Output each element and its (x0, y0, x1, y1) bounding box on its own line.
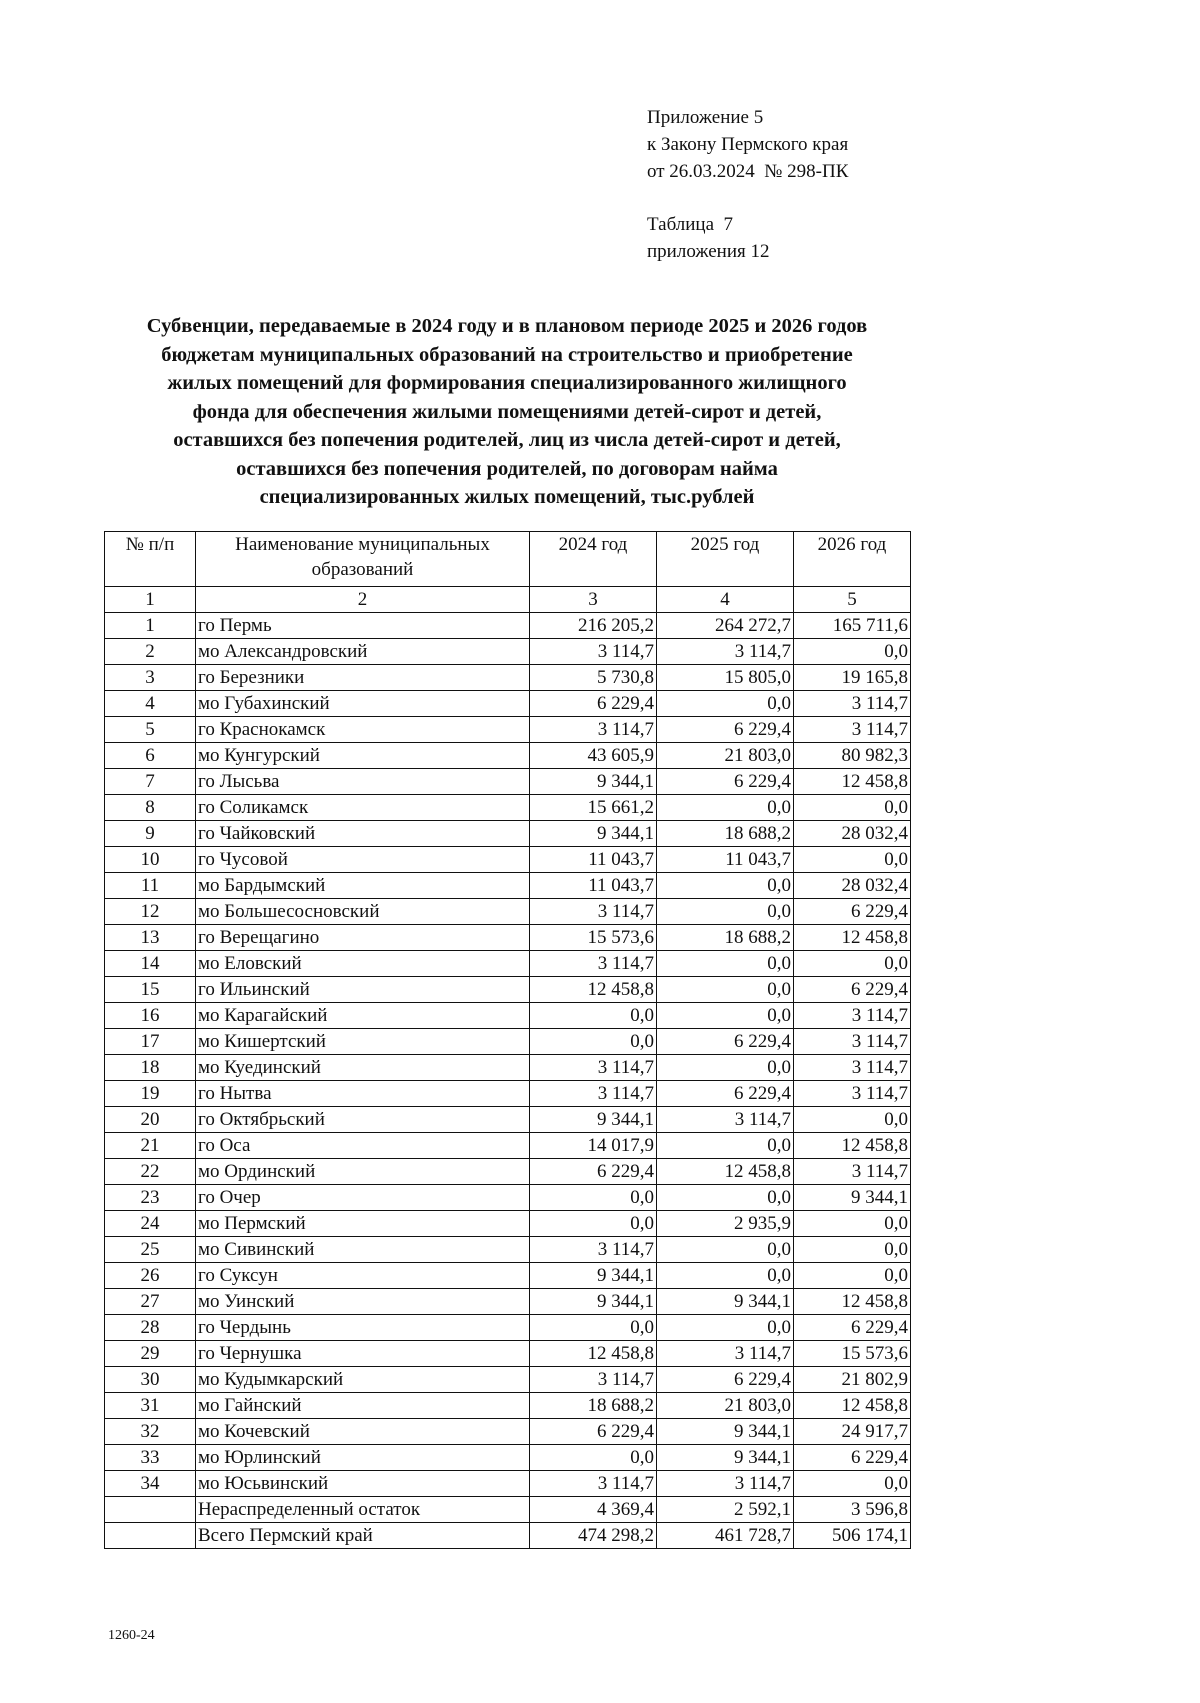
value-2024-cell: 15 573,6 (530, 925, 657, 951)
municipality-name-cell: го Краснокамск (196, 717, 530, 743)
municipality-name-cell: мо Александровский (196, 639, 530, 665)
annex-reference (647, 104, 848, 185)
row-number-cell: 20 (105, 1107, 196, 1133)
municipality-name-cell: го Березники (196, 665, 530, 691)
title-line: фонда для обеспечения жилыми помещениями детей-сирот и детей, (192, 400, 822, 423)
table-row (105, 977, 911, 1003)
table-row (105, 1263, 911, 1289)
municipality-name-cell: Всего Пермский край (196, 1523, 530, 1549)
title-line: Субвенции, передаваемые в 2024 году и в плановом периоде 2025 и 2026 годов (146, 315, 868, 337)
value-2026-cell: 12 458,8 (794, 1289, 911, 1315)
table-row (105, 795, 911, 821)
row-number-cell: 12 (105, 899, 196, 925)
value-2025-cell: 0,0 (657, 691, 794, 717)
table-row (105, 691, 911, 717)
table-body (105, 613, 911, 1549)
value-2026-cell: 3 114,7 (794, 1055, 911, 1081)
value-2025-cell: 0,0 (657, 977, 794, 1003)
table-row (105, 1159, 911, 1185)
value-2026-cell: 0,0 (794, 1237, 911, 1263)
row-number-cell: 28 (105, 1315, 196, 1341)
column-number-cell: 2 (196, 587, 530, 613)
value-2024-cell: 12 458,8 (530, 1341, 657, 1367)
table-row (105, 743, 911, 769)
document-code: 1260-24 (108, 1628, 155, 1643)
row-number-cell: 33 (105, 1445, 196, 1471)
table-row (105, 1211, 911, 1237)
column-number-cell: 4 (657, 587, 794, 613)
table-row (105, 1237, 911, 1263)
municipality-name-cell: мо Кунгурский (196, 743, 530, 769)
municipality-name-cell: го Соликамск (196, 795, 530, 821)
municipality-name-cell: мо Большесосновский (196, 899, 530, 925)
header-cell-2024: 2024 год (530, 532, 657, 587)
table-reference (647, 211, 769, 265)
value-2024-cell: 6 229,4 (530, 1419, 657, 1445)
value-2026-cell: 0,0 (794, 1107, 911, 1133)
row-number-cell: 29 (105, 1341, 196, 1367)
value-2024-cell: 3 114,7 (530, 1055, 657, 1081)
annex-line: к Закону Пермского края (647, 134, 849, 155)
value-2025-cell: 18 688,2 (657, 925, 794, 951)
value-2025-cell: 0,0 (657, 1133, 794, 1159)
value-2024-cell: 3 114,7 (530, 899, 657, 925)
column-number-cell: 3 (530, 587, 657, 613)
value-2026-cell: 0,0 (794, 1263, 911, 1289)
value-2025-cell: 3 114,7 (657, 1107, 794, 1133)
row-number-cell: 13 (105, 925, 196, 951)
table-row (105, 1185, 911, 1211)
value-2025-cell: 0,0 (657, 1185, 794, 1211)
value-2025-cell: 21 803,0 (657, 1393, 794, 1419)
municipality-name-cell: мо Кочевский (196, 1419, 530, 1445)
table-row (105, 951, 911, 977)
value-2025-cell: 0,0 (657, 1055, 794, 1081)
row-number-cell: 32 (105, 1419, 196, 1445)
value-2025-cell: 0,0 (657, 873, 794, 899)
row-number-cell: 24 (105, 1211, 196, 1237)
value-2024-cell: 5 730,8 (530, 665, 657, 691)
table-row (105, 639, 911, 665)
row-number-cell: 25 (105, 1237, 196, 1263)
value-2024-cell: 9 344,1 (530, 1263, 657, 1289)
value-2024-cell: 3 114,7 (530, 1237, 657, 1263)
value-2025-cell: 6 229,4 (657, 1367, 794, 1393)
value-2025-cell: 3 114,7 (657, 639, 794, 665)
value-2026-cell: 0,0 (794, 1471, 911, 1497)
table-row (105, 1523, 911, 1549)
annex-line: Приложение 5 (647, 107, 764, 128)
row-number-cell: 14 (105, 951, 196, 977)
municipality-name-cell: мо Бардымский (196, 873, 530, 899)
value-2026-cell: 12 458,8 (794, 1393, 911, 1419)
municipality-name-cell: го Верещагино (196, 925, 530, 951)
municipality-name-cell: го Оса (196, 1133, 530, 1159)
value-2025-cell: 264 272,7 (657, 613, 794, 639)
table-row (105, 1367, 911, 1393)
value-2026-cell: 6 229,4 (794, 1445, 911, 1471)
value-2025-cell: 2 592,1 (657, 1497, 794, 1523)
table-row (105, 613, 911, 639)
value-2026-cell: 3 114,7 (794, 1029, 911, 1055)
title-line: специализированных жилых помещений, тыс.рублей (259, 486, 755, 508)
value-2024-cell: 15 661,2 (530, 795, 657, 821)
value-2025-cell: 0,0 (657, 1263, 794, 1289)
value-2026-cell: 24 917,7 (794, 1419, 911, 1445)
value-2026-cell: 0,0 (794, 795, 911, 821)
value-2024-cell: 9 344,1 (530, 1289, 657, 1315)
value-2024-cell: 43 605,9 (530, 743, 657, 769)
row-number-cell: 15 (105, 977, 196, 1003)
value-2024-cell: 3 114,7 (530, 1367, 657, 1393)
municipality-name-cell: го Лысьва (196, 769, 530, 795)
table-row (105, 1003, 911, 1029)
title-line: оставшихся без попечения родителей, по договорам найма (236, 457, 778, 480)
value-2026-cell: 0,0 (794, 847, 911, 873)
value-2026-cell: 3 114,7 (794, 1081, 911, 1107)
table-row (105, 1081, 911, 1107)
header-cell-name: Наименование муниципальных образований (196, 532, 530, 587)
value-2024-cell: 18 688,2 (530, 1393, 657, 1419)
value-2024-cell: 6 229,4 (530, 691, 657, 717)
municipality-name-cell: мо Карагайский (196, 1003, 530, 1029)
value-2024-cell: 3 114,7 (530, 1471, 657, 1497)
value-2026-cell: 3 114,7 (794, 717, 911, 743)
value-2024-cell: 216 205,2 (530, 613, 657, 639)
row-number-cell: 3 (105, 665, 196, 691)
row-number-cell: 8 (105, 795, 196, 821)
value-2026-cell: 21 802,9 (794, 1367, 911, 1393)
value-2026-cell: 15 573,6 (794, 1341, 911, 1367)
header-cell-2026: 2026 год (794, 532, 911, 587)
table-row (105, 1107, 911, 1133)
value-2025-cell: 6 229,4 (657, 1029, 794, 1055)
row-number-cell: 16 (105, 1003, 196, 1029)
title-line: бюджетам муниципальных образований на строительство и приобретение (161, 343, 853, 366)
table-row (105, 1471, 911, 1497)
value-2024-cell: 3 114,7 (530, 639, 657, 665)
header-row (105, 532, 911, 587)
value-2024-cell: 11 043,7 (530, 847, 657, 873)
municipality-name-cell: го Ильинский (196, 977, 530, 1003)
municipality-name-cell: мо Губахинский (196, 691, 530, 717)
value-2026-cell: 0,0 (794, 951, 911, 977)
municipality-name-cell: мо Пермский (196, 1211, 530, 1237)
value-2024-cell: 9 344,1 (530, 1107, 657, 1133)
value-2026-cell: 0,0 (794, 639, 911, 665)
header-cell-2025: 2025 год (657, 532, 794, 587)
value-2024-cell: 0,0 (530, 1185, 657, 1211)
value-2025-cell: 18 688,2 (657, 821, 794, 847)
header-cell-number: № п/п (105, 532, 196, 587)
municipality-name-cell: го Чердынь (196, 1315, 530, 1341)
value-2025-cell: 12 458,8 (657, 1159, 794, 1185)
municipality-name-cell: мо Ординский (196, 1159, 530, 1185)
value-2026-cell: 12 458,8 (794, 1133, 911, 1159)
value-2026-cell: 3 114,7 (794, 691, 911, 717)
value-2025-cell: 6 229,4 (657, 769, 794, 795)
row-number-cell: 1 (105, 613, 196, 639)
row-number-cell: 21 (105, 1133, 196, 1159)
row-number-cell: 5 (105, 717, 196, 743)
municipality-name-cell: го Очер (196, 1185, 530, 1211)
value-2026-cell: 28 032,4 (794, 821, 911, 847)
row-number-cell: 27 (105, 1289, 196, 1315)
value-2024-cell: 4 369,4 (530, 1497, 657, 1523)
municipality-name-cell: го Чернушка (196, 1341, 530, 1367)
row-number-cell: 2 (105, 639, 196, 665)
municipality-name-cell: мо Уинский (196, 1289, 530, 1315)
row-number-cell: 31 (105, 1393, 196, 1419)
value-2025-cell: 6 229,4 (657, 1081, 794, 1107)
value-2024-cell: 3 114,7 (530, 951, 657, 977)
row-number-cell: 26 (105, 1263, 196, 1289)
value-2024-cell: 14 017,9 (530, 1133, 657, 1159)
value-2026-cell: 3 114,7 (794, 1159, 911, 1185)
municipality-name-cell: мо Гайнский (196, 1393, 530, 1419)
value-2026-cell: 3 596,8 (794, 1497, 911, 1523)
municipality-name-cell: го Суксун (196, 1263, 530, 1289)
title-line: оставшихся без попечения родителей, лиц из числа детей-сирот и детей, (173, 429, 841, 451)
row-number-cell (105, 1497, 196, 1523)
row-number-cell: 11 (105, 873, 196, 899)
value-2026-cell: 12 458,8 (794, 769, 911, 795)
document-title (104, 312, 910, 512)
municipality-name-cell: мо Кишертский (196, 1029, 530, 1055)
value-2025-cell: 6 229,4 (657, 717, 794, 743)
table-row (105, 1315, 911, 1341)
value-2026-cell: 6 229,4 (794, 1315, 911, 1341)
municipality-name-cell: го Пермь (196, 613, 530, 639)
value-2025-cell: 0,0 (657, 795, 794, 821)
table-row (105, 873, 911, 899)
value-2026-cell: 0,0 (794, 1211, 911, 1237)
municipality-name-cell: го Нытва (196, 1081, 530, 1107)
table-row (105, 1133, 911, 1159)
value-2025-cell: 0,0 (657, 951, 794, 977)
row-number-cell: 34 (105, 1471, 196, 1497)
row-number-cell: 7 (105, 769, 196, 795)
value-2026-cell: 12 458,8 (794, 925, 911, 951)
value-2025-cell: 461 728,7 (657, 1523, 794, 1549)
municipality-name-cell: мо Сивинский (196, 1237, 530, 1263)
table-row (105, 899, 911, 925)
table-row (105, 769, 911, 795)
annex-line: от 26.03.2024 № 298-ПК (647, 161, 849, 182)
value-2024-cell: 0,0 (530, 1445, 657, 1471)
value-2024-cell: 11 043,7 (530, 873, 657, 899)
table-ref-line: Таблица 7 (647, 214, 734, 235)
row-number-cell: 22 (105, 1159, 196, 1185)
value-2025-cell: 2 935,9 (657, 1211, 794, 1237)
value-2025-cell: 15 805,0 (657, 665, 794, 691)
row-number-cell: 19 (105, 1081, 196, 1107)
row-number-cell: 30 (105, 1367, 196, 1393)
value-2025-cell: 3 114,7 (657, 1471, 794, 1497)
row-number-cell: 4 (105, 691, 196, 717)
row-number-cell: 18 (105, 1055, 196, 1081)
column-number-cell: 1 (105, 587, 196, 613)
municipality-name-cell: мо Юсьвинский (196, 1471, 530, 1497)
table-row (105, 1497, 911, 1523)
value-2025-cell: 0,0 (657, 1315, 794, 1341)
row-number-cell: 9 (105, 821, 196, 847)
value-2024-cell: 474 298,2 (530, 1523, 657, 1549)
value-2024-cell: 0,0 (530, 1315, 657, 1341)
value-2026-cell: 165 711,6 (794, 613, 911, 639)
table-row (105, 1029, 911, 1055)
row-number-cell: 23 (105, 1185, 196, 1211)
value-2025-cell: 9 344,1 (657, 1419, 794, 1445)
value-2026-cell: 6 229,4 (794, 977, 911, 1003)
table-row (105, 1393, 911, 1419)
municipality-name-cell: мо Юрлинский (196, 1445, 530, 1471)
table-row (105, 821, 911, 847)
value-2025-cell: 9 344,1 (657, 1445, 794, 1471)
row-number-cell (105, 1523, 196, 1549)
value-2024-cell: 9 344,1 (530, 769, 657, 795)
table-row (105, 1445, 911, 1471)
subsidy-table (104, 531, 911, 1549)
value-2024-cell: 0,0 (530, 1029, 657, 1055)
table-row (105, 847, 911, 873)
row-number-cell: 6 (105, 743, 196, 769)
table-row (105, 717, 911, 743)
municipality-name-cell: Нераспределенный остаток (196, 1497, 530, 1523)
value-2026-cell: 6 229,4 (794, 899, 911, 925)
table-row (105, 1289, 911, 1315)
value-2024-cell: 0,0 (530, 1003, 657, 1029)
value-2026-cell: 28 032,4 (794, 873, 911, 899)
table-row (105, 1419, 911, 1445)
table-row (105, 925, 911, 951)
value-2024-cell: 9 344,1 (530, 821, 657, 847)
row-number-cell: 17 (105, 1029, 196, 1055)
title-line: жилых помещений для формирования специализированного жилищного (167, 372, 847, 394)
value-2025-cell: 9 344,1 (657, 1289, 794, 1315)
value-2026-cell: 9 344,1 (794, 1185, 911, 1211)
value-2025-cell: 0,0 (657, 1003, 794, 1029)
value-2024-cell: 6 229,4 (530, 1159, 657, 1185)
table-row (105, 1341, 911, 1367)
value-2026-cell: 19 165,8 (794, 665, 911, 691)
municipality-name-cell: мо Кудымкарский (196, 1367, 530, 1393)
column-number-cell: 5 (794, 587, 911, 613)
value-2025-cell: 3 114,7 (657, 1341, 794, 1367)
value-2025-cell: 11 043,7 (657, 847, 794, 873)
value-2024-cell: 12 458,8 (530, 977, 657, 1003)
row-number-cell: 10 (105, 847, 196, 873)
value-2026-cell: 3 114,7 (794, 1003, 911, 1029)
value-2025-cell: 0,0 (657, 899, 794, 925)
value-2024-cell: 3 114,7 (530, 1081, 657, 1107)
municipality-name-cell: мо Куединский (196, 1055, 530, 1081)
value-2026-cell: 80 982,3 (794, 743, 911, 769)
municipality-name-cell: го Чайковский (196, 821, 530, 847)
municipality-name-cell: го Октябрьский (196, 1107, 530, 1133)
table-row (105, 1055, 911, 1081)
value-2025-cell: 0,0 (657, 1237, 794, 1263)
value-2026-cell: 506 174,1 (794, 1523, 911, 1549)
table-ref-line: приложения 12 (647, 241, 770, 262)
value-2024-cell: 3 114,7 (530, 717, 657, 743)
municipality-name-cell: го Чусовой (196, 847, 530, 873)
municipality-name-cell: мо Еловский (196, 951, 530, 977)
value-2025-cell: 21 803,0 (657, 743, 794, 769)
table-row (105, 665, 911, 691)
value-2024-cell: 0,0 (530, 1211, 657, 1237)
column-number-row (105, 587, 911, 613)
